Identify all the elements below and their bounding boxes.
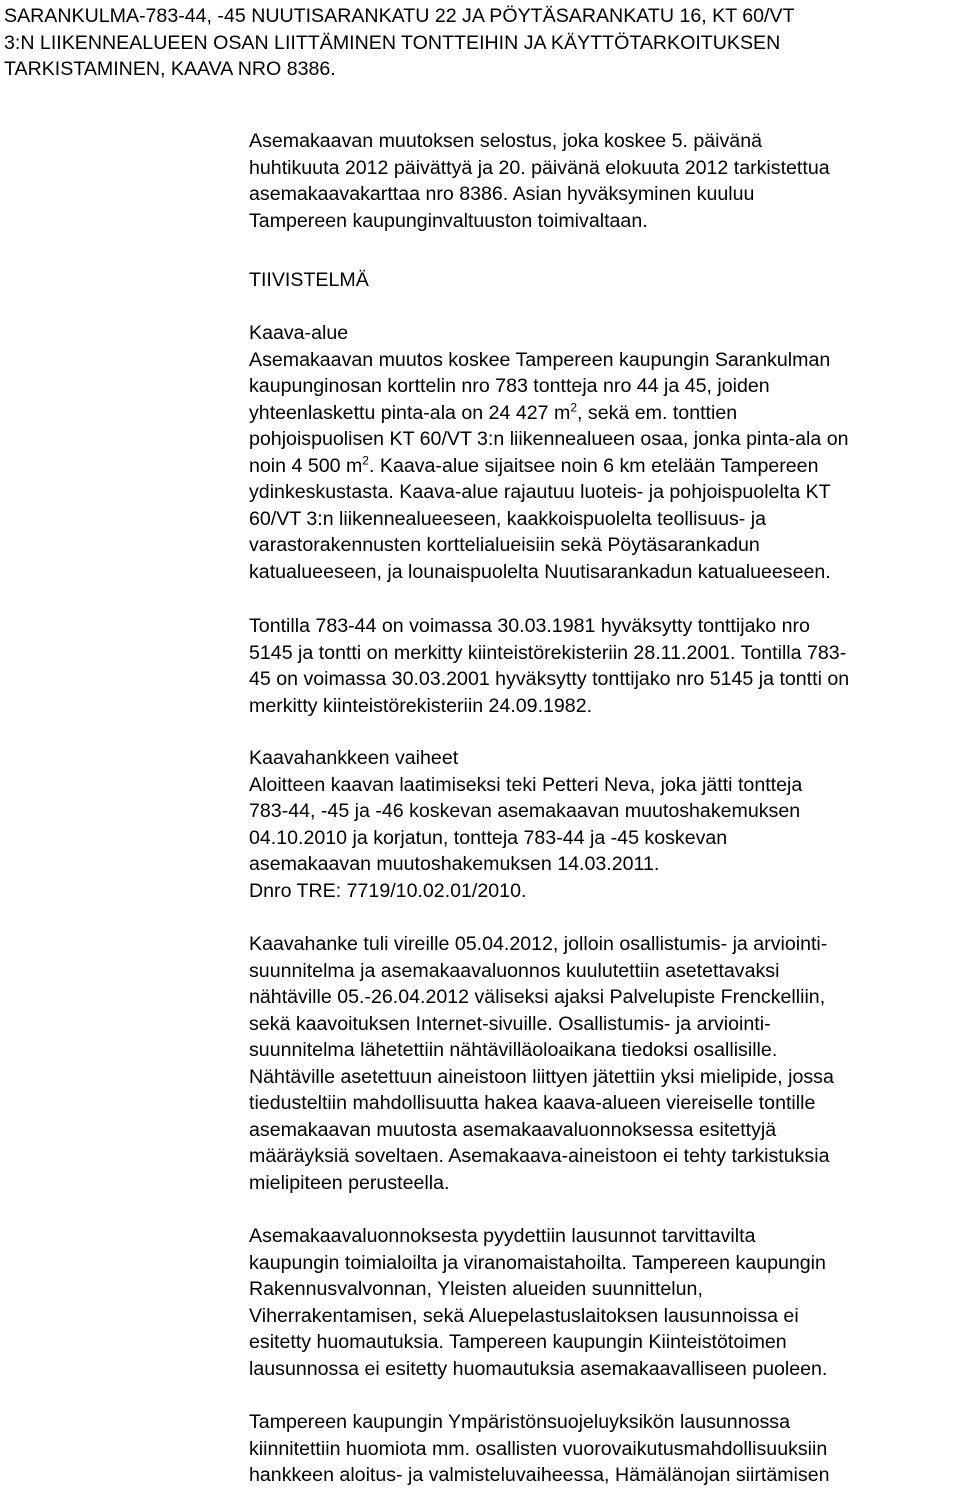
- text-line: 45 on voimassa 30.03.2001 hyväksytty tonttijako nro 5145 ja tontti on: [249, 668, 850, 690]
- text-line: määräyksiä soveltaen. Asemakaava-aineistoon ei tehty tarkistuksia: [249, 1145, 830, 1167]
- summary-heading-text: TIIVISTELMÄ: [249, 269, 369, 291]
- text-line: Kaavahanke tuli vireille 05.04.2012, jolloin osallistumis- ja arviointi-: [249, 933, 828, 955]
- vaiheet-section: [249, 745, 959, 904]
- title-line: TARKISTAMINEN, KAAVA NRO 8386.: [4, 58, 336, 80]
- text-line: Tampereen kaupungin Ympäristönsuojeluyksikön lausunnossa: [249, 1411, 790, 1433]
- summary-heading: [249, 267, 959, 294]
- text-line: Nähtäville asetettuun aineistoon liittyen jätettiin yksi mielipide, jossa: [249, 1065, 834, 1088]
- text-line: lausunnossa ei esitetty huomautuksia asemakaavalliseen puoleen.: [249, 1357, 828, 1380]
- text-line: Asemakaavan muutoksen selostus, joka koskee 5. päivänä: [249, 130, 762, 152]
- text-line: Asemakaavan muutos koskee Tampereen kaupungin Sarankulman: [249, 348, 831, 371]
- vireille-paragraph: [249, 931, 959, 1196]
- text-line: asemakaavakarttaa nro 8386. Asian hyväksyminen kuuluu: [249, 183, 755, 205]
- document-title: [4, 3, 954, 83]
- text-line: mielipiteen perusteella.: [249, 1171, 450, 1194]
- vaiheet-heading: Kaavahankkeen vaiheet: [249, 747, 459, 769]
- text-line: merkitty kiinteistörekisteriin 24.09.1982.: [249, 694, 593, 717]
- text-line: asemakaavan muutosta asemakaavaluonnoksessa esitettyjä: [249, 1118, 777, 1141]
- tontti-paragraph: [249, 613, 959, 719]
- text-line: [249, 453, 959, 480]
- text-line: sekä kaavoituksen Internet-sivuille. Osallistumis- ja arviointi-: [249, 1012, 771, 1035]
- text-line: kaupunginosan korttelin nro 783 tontteja nro 44 ja 45, joiden: [249, 375, 770, 397]
- text-line: 60/VT 3:n liikennealueeseen, kaakkoispuolelta teollisuus- ja: [249, 507, 767, 530]
- lausunnot-paragraph: [249, 1223, 959, 1382]
- text-line: Aloitteen kaavan laatimiseksi teki Petteri Neva, joka jätti tontteja: [249, 773, 803, 796]
- text-line: kiinnitettiin huomiota mm. osallisten vuorovaikutusmahdollisuuksiin: [249, 1437, 828, 1460]
- text-line: pohjoispuolisen KT 60/VT 3:n liikennealueen osaa, jonka pinta-ala on: [249, 428, 849, 450]
- text-line: hankkeen aloitus- ja valmisteluvaiheessa, Hämälänojan siirtämisen: [249, 1464, 830, 1486]
- text-line: 783-44, -45 ja -46 koskevan asemakaavan muutoshakemuksen: [249, 800, 801, 822]
- text-line: Rakennusvalvonnan, Yleisten alueiden suunnittelun,: [249, 1278, 703, 1300]
- text-line: tiedusteltiin mahdollisuutta hakea kaava-alueen viereiselle tontille: [249, 1092, 816, 1114]
- text-line: kaupungin toimialoilta ja viranomaistahoilta. Tampereen kaupungin: [249, 1251, 826, 1274]
- superscript: 2: [362, 452, 369, 467]
- text-line: katualueeseen, ja lounaispuolelta Nuutisarankadun katualueeseen.: [249, 560, 831, 583]
- text-segment: . Kaava-alue sijaitsee noin 6 km etelään Tampereen: [368, 454, 819, 477]
- text-line: ydinkeskustasta. Kaava-alue rajautuu luoteis- ja pohjoispuolelta KT: [249, 481, 831, 503]
- text-segment: yhteenlaskettu pinta-ala on 24 427 m: [249, 401, 571, 424]
- text-segment: , sekä em. tonttien: [577, 401, 738, 424]
- text-line: asemakaavan muutoshakemuksen 14.03.2011.: [249, 853, 660, 875]
- text-line: Tampereen kaupunginvaltuuston toimivaltaan.: [249, 209, 648, 232]
- kaava-alue-section: [249, 320, 959, 585]
- kaava-alue-heading: Kaava-alue: [249, 322, 349, 344]
- text-line: 5145 ja tontti on merkitty kiinteistörekisteriin 28.11.2001. Tontilla 783-: [249, 641, 847, 664]
- title-line: SARANKULMA-783-44, -45 NUUTISARANKATU 22 JA PÖYTÄSARANKATU 16, KT 60/VT: [4, 5, 795, 27]
- ymparisto-paragraph: [249, 1409, 959, 1489]
- text-line: Viherrakentamisen, sekä Aluepelastuslaitoksen lausunnoissa ei: [249, 1304, 799, 1327]
- text-line: Asemakaavaluonnoksesta pyydettiin lausunnot tarvittavilta: [249, 1225, 756, 1247]
- text-line: varastorakennusten korttelialueisiin sekä Pöytäsarankadun: [249, 534, 760, 556]
- text-line: [249, 400, 959, 427]
- text-segment: noin 4 500 m: [249, 454, 363, 477]
- intro-paragraph: [249, 128, 959, 234]
- text-line: Tontilla 783-44 on voimassa 30.03.1981 hyväksytty tonttijako nro: [249, 615, 810, 637]
- text-line: 04.10.2010 ja korjatun, tontteja 783-44 ja -45 koskevan: [249, 826, 728, 849]
- title-line: 3:N LIIKENNEALUEEN OSAN LIITTÄMINEN TONTTEIHIN JA KÄYTTÖTARKOITUKSEN: [4, 31, 781, 54]
- text-line: esitetty huomautuksia. Tampereen kaupungin Kiinteistötoimen: [249, 1331, 787, 1353]
- text-line: suunnitelma ja asemakaavaluonnos kuulutettiin asetettavaksi: [249, 959, 780, 982]
- text-line: suunnitelma lähetettiin nähtävilläoloaikana tiedoksi osallisille.: [249, 1039, 778, 1061]
- superscript: 2: [570, 399, 578, 414]
- text-line: nähtäville 05.-26.04.2012 väliseksi ajaksi Palvelupiste Frenckelliin,: [249, 986, 826, 1008]
- text-line: Dnro TRE: 7719/10.02.01/2010.: [249, 879, 527, 902]
- text-line: huhtikuuta 2012 päivättyä ja 20. päivänä elokuuta 2012 tarkistettua: [249, 156, 830, 179]
